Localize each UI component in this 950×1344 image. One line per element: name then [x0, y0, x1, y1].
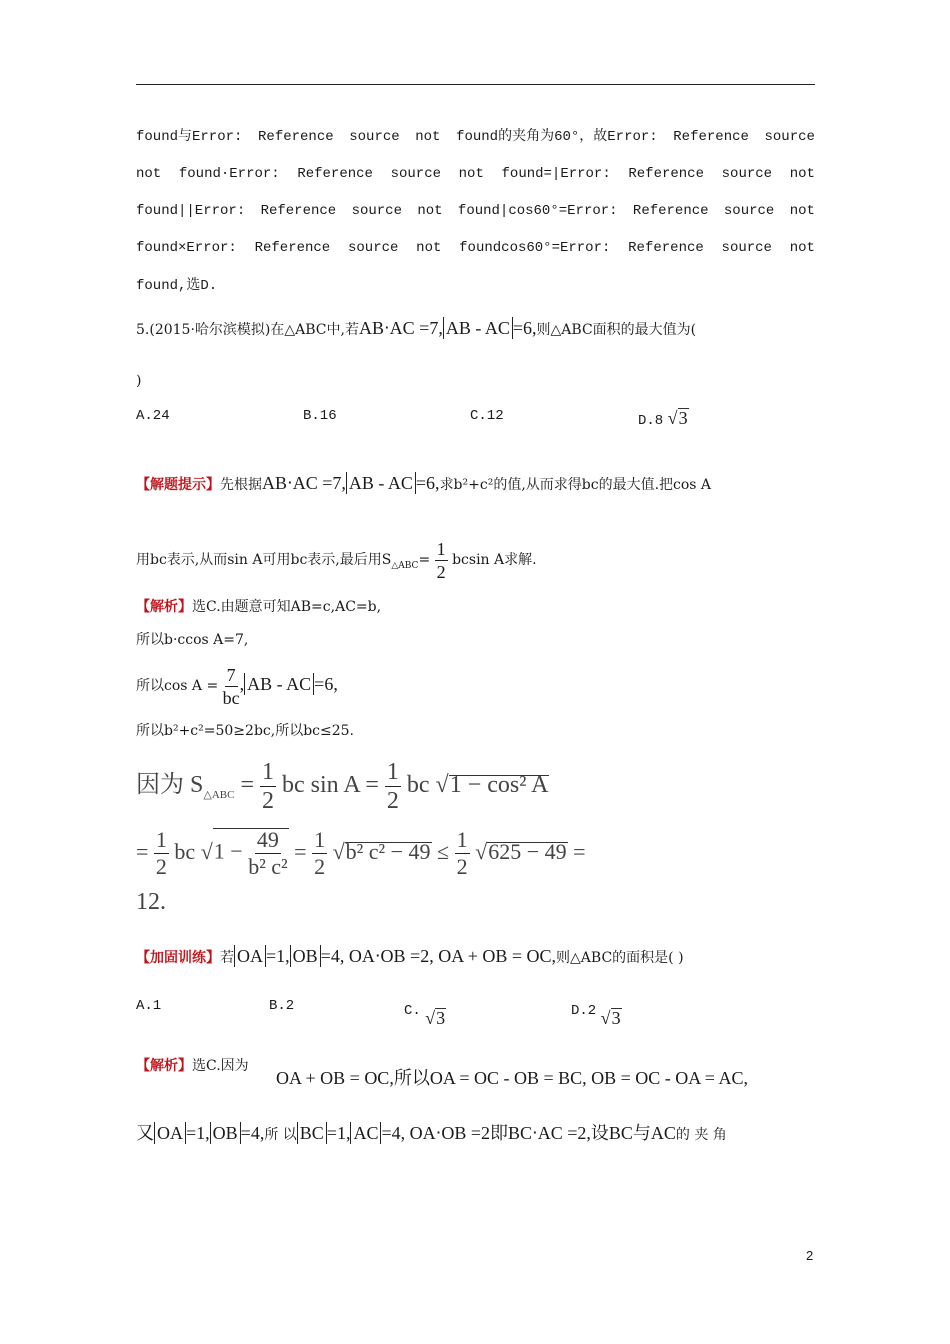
text-token: found=|Error: [501, 166, 611, 182]
practice-text: 若 [220, 950, 234, 966]
para1-line1 [136, 127, 815, 147]
sqrt-expression: √1 − cos² A [435, 772, 549, 799]
fraction-numerator: 7 [226, 664, 236, 685]
solution2-text: 的 夹 角 [675, 1127, 727, 1143]
solution2-text: 所 以 [264, 1127, 297, 1143]
text-token: Reference [260, 203, 337, 219]
text-token: Reference [673, 129, 749, 145]
text-token: Reference [628, 166, 704, 182]
fraction-numerator: 1 [386, 759, 399, 785]
fraction-numerator: 1 [314, 827, 326, 853]
subscript: △ABC [391, 560, 419, 571]
hint-text: 求b²+c²的值,从而求得bc的最大值.把cos A [439, 477, 712, 493]
formula-line3: 12. [136, 889, 166, 915]
sqrt-radicand: 3 [611, 1008, 621, 1028]
fraction-half [312, 829, 327, 878]
text-token: found||Error: [136, 203, 246, 219]
fraction [248, 829, 287, 878]
text-token: foundcos60°=Error: [459, 240, 611, 256]
equals: = [573, 839, 586, 864]
fraction-numerator: 1 [261, 759, 274, 785]
sqrt-expression: √1 − $\frac{49}{\text{b² c²}}$ [200, 827, 288, 880]
math-expression: =4, OA⋅OB =2即BC⋅AC =2,设BC与AC [381, 1123, 676, 1143]
math-abs: AB - AC [346, 472, 416, 494]
math-expression: =6, [415, 473, 440, 493]
text-token: found×Error: [136, 240, 237, 256]
fraction-denominator: b² c² [248, 854, 288, 880]
sqrt-radicand: 3 [436, 1008, 446, 1028]
fraction-denominator: 2 [261, 788, 274, 814]
hint-text: bcsin A求解. [452, 552, 537, 568]
math-abs: AB - AC [443, 317, 513, 339]
math-expression: AB⋅AC =7, [262, 473, 346, 493]
para1-line3 [136, 201, 815, 221]
text-token: Reference [628, 240, 704, 256]
option-a: A.24 [136, 408, 170, 424]
para1-line2 [136, 164, 815, 184]
text-token: Reference [632, 203, 709, 219]
option-d-prefix: D.8 [638, 413, 664, 429]
solution-text: 所以cos A = [136, 678, 219, 694]
solution-line4: 所以b²+c²=50≥2bc,所以bc≤25. [136, 723, 354, 739]
hint-text: 先根据 [220, 477, 262, 493]
equals: = [294, 839, 313, 864]
text-token: source [721, 240, 772, 256]
comma: , [239, 674, 245, 694]
hint-line1 [136, 468, 815, 500]
formula-text: bc [174, 839, 196, 864]
fraction-numerator: 1 [456, 827, 468, 853]
fraction-denominator: bc [222, 687, 240, 708]
fraction-half [260, 760, 276, 813]
math-abs: AC [350, 1122, 381, 1144]
question-5 [136, 314, 815, 344]
math-expression: =1, [186, 1123, 210, 1143]
formula-text: bc [406, 772, 430, 799]
formula-text: 因为 S [136, 772, 204, 799]
formula-text: 1 − [213, 839, 249, 864]
sqrt-radicand [213, 828, 289, 878]
text-token: not [416, 240, 442, 256]
math-abs: AB - AC [244, 673, 314, 695]
solution-line3 [136, 662, 815, 708]
fraction-numerator: 1 [155, 827, 167, 853]
option-c: C.12 [470, 408, 504, 424]
option-prefix: D.2 [571, 1003, 597, 1019]
math-expression: =6, [512, 318, 537, 338]
text-token: source [349, 129, 400, 145]
practice-line [136, 942, 815, 972]
sqrt-expression: √625 − 49 [475, 839, 567, 864]
text-token: found·Error: [178, 166, 280, 182]
fraction-numerator: 49 [256, 827, 279, 853]
question-5-prefix: 5.(2015·哈尔滨模拟)在△ABC中,若 [136, 322, 359, 338]
fraction-half [385, 760, 401, 813]
formula-text: bc sin A = [281, 772, 385, 799]
practice-option-b: B.2 [269, 998, 295, 1014]
text-token: Reference [297, 166, 373, 182]
fraction-half [154, 829, 169, 878]
solution-line2: 所以b·ccos A=7, [136, 632, 249, 648]
hint-text: 用bc表示,从而sin A可用bc表示,最后用S [136, 552, 392, 568]
practice-option-a: A.1 [136, 998, 162, 1014]
math-abs: OB [210, 1122, 241, 1144]
math-expression: AB⋅AC =7, [358, 318, 443, 338]
option-prefix: C. [404, 1003, 421, 1019]
math-abs: BC [297, 1122, 327, 1144]
question-5-close: ) [136, 373, 142, 389]
formula-line2 [136, 824, 696, 880]
sqrt-expression: √3 [425, 1008, 446, 1028]
sqrt-radicand: 1 − cos² A [449, 772, 549, 799]
para1-line5: found,选D. [136, 278, 218, 294]
text-token: not [136, 166, 162, 182]
equals: = [418, 552, 431, 568]
solution-tag: 【解析】 [136, 599, 192, 615]
math-abs: OA [234, 945, 266, 967]
solution-text: 选C.由题意可知AB=c,AC=b, [192, 599, 382, 615]
text-token: found|cos60°=Error: [457, 203, 618, 219]
math-expression: =1, [266, 946, 290, 966]
equals: = [136, 839, 149, 864]
text-token: not [417, 203, 443, 219]
formula-line1 [136, 760, 696, 818]
math-abs: OA [154, 1122, 186, 1144]
text-token: found与Error: [136, 129, 243, 145]
math-expression: =6, [314, 674, 338, 694]
hint-tag: 【解题提示】 [136, 477, 220, 493]
subscript: △ABC [203, 788, 235, 801]
equals: = [234, 772, 260, 799]
sqrt-expression: √3 [667, 408, 688, 428]
solution2-text: 又 [136, 1123, 154, 1143]
sqrt-radicand: 625 − 49 [488, 839, 567, 864]
hint-line2 [136, 538, 815, 588]
text-token: source [721, 166, 773, 182]
sqrt-radicand: 3 [678, 408, 688, 428]
text-token: not [789, 203, 815, 219]
math-expression: =4, OA⋅OB =2, OA + OB = OC, [320, 946, 557, 966]
fraction-half [455, 829, 470, 878]
question-5-suffix: 则△ABC面积的最大值为( [536, 322, 697, 338]
fraction [223, 666, 240, 707]
text-token: Reference [254, 240, 331, 256]
fraction-denominator: 2 [436, 561, 446, 582]
text-token: source [764, 129, 815, 145]
solution2-math1: OA + OB = OC,所以OA = OC - OB = BC, OB = OC - OA = AC, [276, 1068, 748, 1088]
solution2-tag: 【解析】 [136, 1058, 192, 1074]
option-d [638, 408, 689, 429]
fraction-denominator: 2 [155, 854, 167, 880]
para1-line4 [136, 238, 815, 258]
fraction [435, 540, 448, 581]
fraction-denominator: 2 [456, 854, 468, 880]
text-token: not [415, 129, 441, 145]
solution2-text: 选C.因为 [192, 1058, 249, 1074]
math-abs: OB [290, 945, 321, 967]
math-expression: =4, [240, 1123, 265, 1143]
less-equal: ≤ [437, 839, 455, 864]
sqrt-radicand: b² c² − 49 [345, 839, 431, 864]
text-token: source [347, 240, 399, 256]
fraction-denominator: 2 [386, 788, 399, 814]
practice-text: 则△ABC的面积是( ) [556, 950, 684, 966]
text-token: not [789, 240, 815, 256]
text-token: not [458, 166, 484, 182]
practice-tag: 【加固训练】 [136, 950, 220, 966]
fraction-numerator: 1 [436, 538, 446, 559]
solution-line1 [136, 597, 815, 617]
text-token: Reference [258, 129, 334, 145]
fraction-denominator: 2 [314, 854, 326, 880]
text-token: source [390, 166, 442, 182]
page-number: 2 [806, 1248, 814, 1263]
math-expression: =1, [326, 1123, 351, 1143]
option-b: B.16 [303, 408, 337, 424]
sqrt-expression: √3 [600, 1008, 621, 1028]
text-token: found的夹角为60°，故Error: [456, 129, 658, 145]
sqrt-expression: √b² c² − 49 [332, 839, 431, 864]
solution2-line2 [136, 1118, 815, 1150]
text-token: source [723, 203, 775, 219]
practice-option-c [404, 998, 446, 1028]
header-rule [136, 84, 815, 85]
text-token: not [789, 166, 815, 182]
practice-option-d [571, 998, 622, 1028]
text-token: source [351, 203, 402, 219]
